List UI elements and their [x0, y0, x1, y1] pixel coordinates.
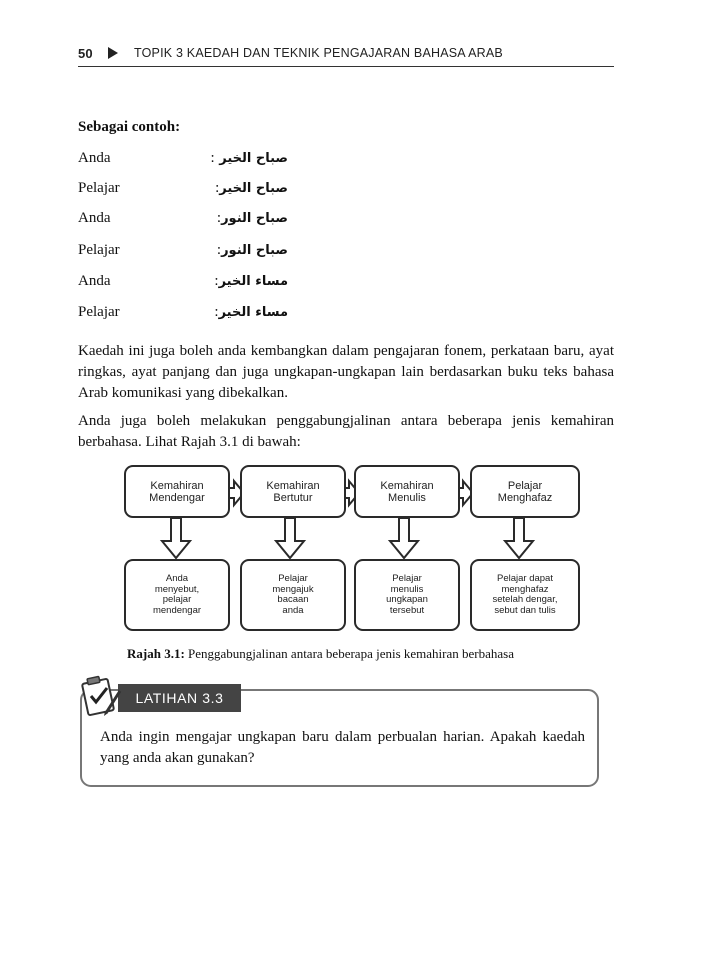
arrow-down-icon [162, 518, 190, 558]
figure-caption [127, 646, 514, 662]
speaker: Anda [78, 273, 111, 289]
arrow-down-icon [276, 518, 304, 558]
skill-box-mendengar: Kemahiran Mendengar [124, 465, 230, 518]
caption-text: Penggabungjalinan antara beberapa jenis kemahiran berbahasa [188, 646, 514, 661]
arabic-phrase: مساء الخير: [214, 304, 288, 320]
triangle-right-icon [108, 47, 118, 59]
activity-box: Pelajar mengajuk bacaan anda [240, 559, 346, 631]
speaker: Anda [78, 210, 111, 226]
topic-title: TOPIK 3 KAEDAH DAN TEKNIK PENGAJARAN BAHASA ARAB [134, 46, 503, 60]
activity-box: Pelajar dapat menghafaz setelah dengar, sebut dan tulis [470, 559, 580, 631]
activity-box: Anda menyebut, pelajar mendengar [124, 559, 230, 631]
arabic-phrase: مساء الخير: [214, 273, 288, 289]
arabic-phrase: صباح النور: [216, 242, 288, 258]
example-intro: Sebagai contoh: [78, 119, 181, 135]
arabic-phrase: صباح الخير : [210, 150, 288, 166]
speaker: Pelajar [78, 304, 120, 320]
skills-diagram [124, 461, 594, 633]
arrow-down-icon [505, 518, 533, 558]
clipboard-check-icon [76, 671, 126, 721]
speaker: Pelajar [78, 180, 120, 196]
arrow-down-icon [390, 518, 418, 558]
arabic-phrase: صباح النور: [216, 210, 288, 226]
speaker: Anda [78, 150, 111, 166]
skill-box-menghafaz: Pelajar Menghafaz [470, 465, 580, 518]
activity-box: Pelajar menulis ungkapan tersebut [354, 559, 460, 631]
exercise-question: Anda ingin mengajar ungkapan baru dalam perbualan harian. Apakah kaedah yang anda akan gunakan? [100, 729, 585, 766]
exercise-label: LATIHAN 3.3 [118, 684, 241, 712]
page-number: 50 [78, 46, 93, 61]
speaker: Pelajar [78, 242, 120, 258]
caption-label: Rajah 3.1: [127, 646, 185, 661]
skill-box-menulis: Kemahiran Menulis [354, 465, 460, 518]
arabic-phrase: صباح الخير: [215, 180, 288, 196]
body-paragraph: Kaedah ini juga boleh anda kembangkan dalam pengajaran fonem, perkataan baru, ayat ringkas, ayat panjang dan juga ungkapan-ungkapan lain berdasarkan buku teks bahasa Arab komunikasi yang dibekalkan. [78, 343, 614, 401]
body-paragraph: Anda juga boleh melakukan penggabungjalinan antara beberapa jenis kemahiran berbahasa. Lihat Rajah 3.1 di bawah: [78, 413, 614, 450]
page-header [78, 46, 614, 67]
skill-box-bertutur: Kemahiran Bertutur [240, 465, 346, 518]
